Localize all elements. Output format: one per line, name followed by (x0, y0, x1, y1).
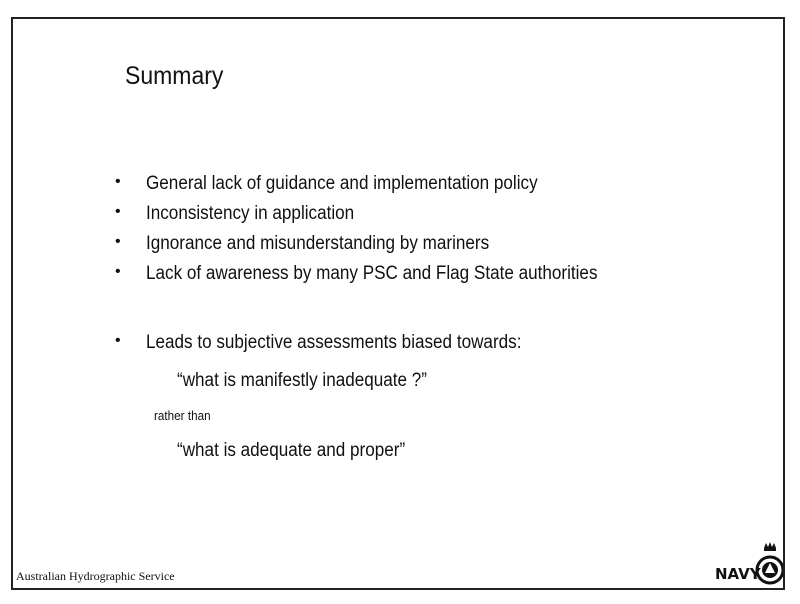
bullet-text: Ignorance and misunderstanding by mariners (146, 233, 490, 254)
bullet-dot: • (115, 203, 121, 220)
slide-title: Summary (125, 62, 224, 90)
bullet-text: General lack of guidance and implementation policy (146, 173, 538, 194)
footer-text: Australian Hydrographic Service (16, 569, 175, 583)
bullet-dot: • (115, 332, 121, 349)
svg-text:NAVY: NAVY (715, 565, 761, 583)
bullet-text: Lack of awareness by many PSC and Flag State authorities (146, 263, 598, 284)
quote-inadequate: “what is manifestly inadequate ?” (177, 370, 427, 391)
quote-adequate: “what is adequate and proper” (177, 440, 406, 461)
bullet-text: Inconsistency in application (146, 203, 355, 224)
bullet-dot: • (115, 173, 121, 190)
lead-bullet-text: Leads to subjective assessments biased towards: (146, 332, 522, 353)
bullet-dot: • (115, 233, 121, 250)
bullet-dot: • (115, 263, 121, 280)
navy-logo (713, 539, 783, 589)
slide (11, 17, 785, 590)
navy-crest-icon (713, 539, 783, 589)
connector-text: rather than (154, 408, 211, 423)
